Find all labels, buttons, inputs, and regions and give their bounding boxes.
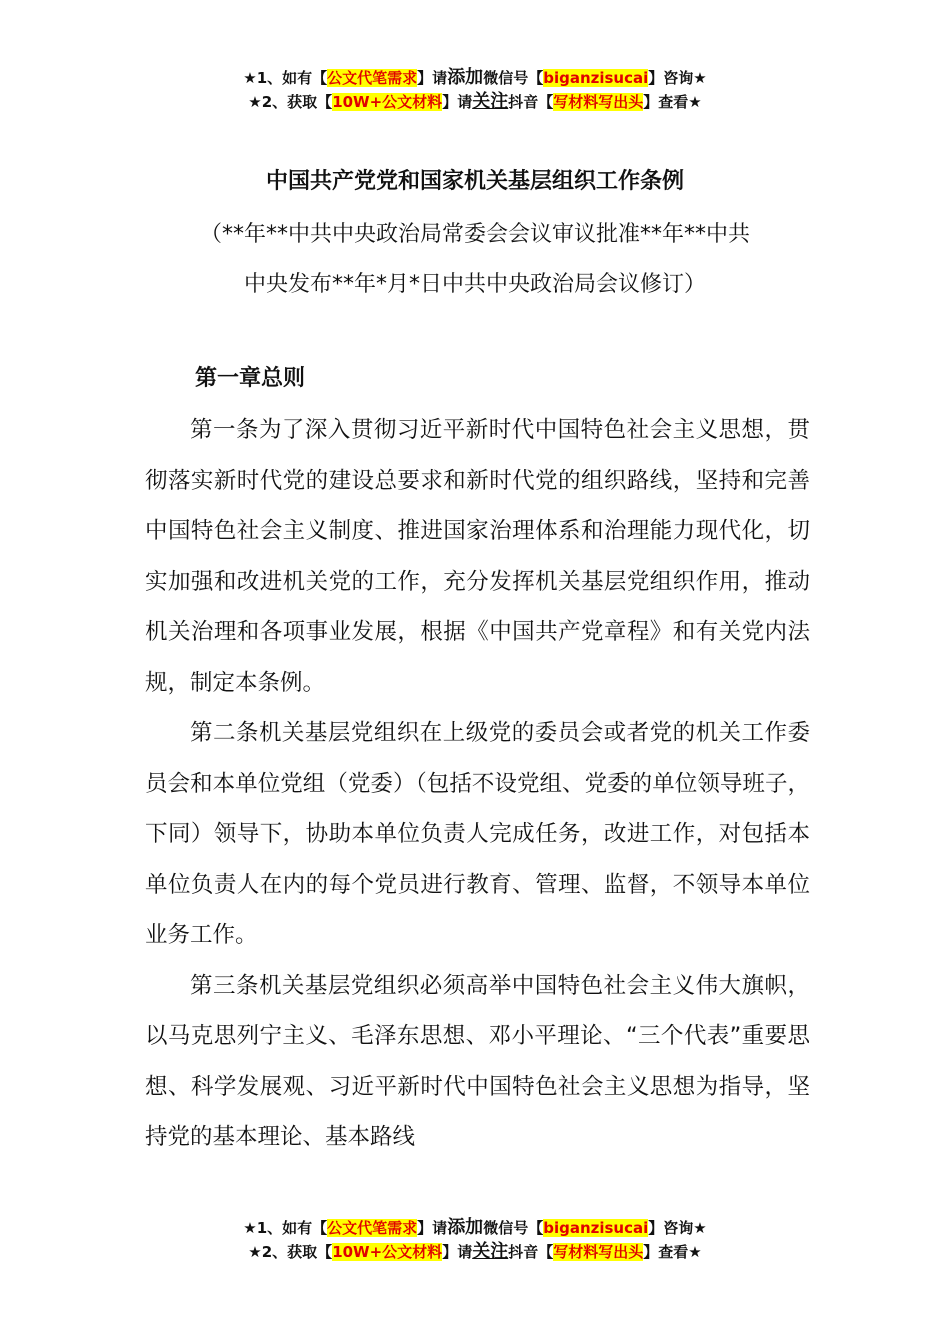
article-3: 第三条机关基层党组织必须高举中国特色社会主义伟大旗帜，以马克思列宁主义、毛泽东思想、邓小平理论、“三个代表”重要思想、科学发展观、习近平新时代中国特色社会主义思想为指导，坚持党的基本理论、基本路线: [145, 972, 810, 1150]
banner-line-2: [0, 90, 950, 114]
banner-emphasis: 关注: [472, 1241, 509, 1262]
banner-text: 微信号【: [483, 1219, 544, 1237]
bottom-banner: [0, 1216, 950, 1264]
banner-text: ★1、如有【: [243, 1219, 328, 1237]
banner-wechat-id: biganzisucai: [543, 69, 649, 87]
banner-line-1: [0, 66, 950, 90]
banner-text: ★2、获取【: [248, 93, 333, 111]
banner-line-2: [0, 1240, 950, 1264]
banner-highlight: 公文代笔需求: [327, 69, 418, 87]
subtitle-line-1: （**年**中共中央政治局常委会会议审议批准**年**中共: [199, 222, 750, 247]
document-body: [145, 405, 810, 1163]
article-2: 第二条机关基层党组织在上级党的委员会或者党的机关工作委员会和本单位党组（党委）（包括不设党组、党委的单位领导班子，下同）领导下，协助本单位负责人完成任务，改进工作，对包括本单位负责人在内的每个党员进行教育、管理、监督，不领导本单位业务工作。: [145, 720, 810, 948]
banner-text: 微信号【: [483, 69, 544, 87]
banner-text: 】咨询★: [648, 69, 707, 87]
banner-emphasis: 添加: [447, 67, 484, 88]
chapter-heading: 第一章总则: [195, 366, 306, 391]
banner-text: ★1、如有【: [243, 69, 328, 87]
banner-emphasis: 添加: [447, 1217, 484, 1238]
banner-text: 】请: [417, 1219, 448, 1237]
banner-text: ★2、获取【: [248, 1243, 333, 1261]
banner-line-1: [0, 1216, 950, 1240]
banner-text: 】查看★: [643, 1243, 702, 1261]
banner-emphasis: 关注: [472, 91, 509, 112]
subtitle-line-2: 中央发布**年*月*日中共中央政治局会议修订）: [243, 272, 706, 297]
banner-text: 抖音【: [508, 93, 554, 111]
banner-text: 抖音【: [508, 1243, 554, 1261]
banner-highlight: 10W+公文材料: [332, 1243, 443, 1261]
banner-text: 】请: [442, 1243, 473, 1261]
banner-douyin-id: 写材料写出头: [553, 93, 644, 111]
banner-wechat-id: biganzisucai: [543, 1219, 649, 1237]
banner-highlight: 公文代笔需求: [327, 1219, 418, 1237]
banner-text: 】咨询★: [648, 1219, 707, 1237]
banner-douyin-id: 写材料写出头: [553, 1243, 644, 1261]
banner-text: 】请: [417, 69, 448, 87]
banner-text: 】查看★: [643, 93, 702, 111]
document-title: 中国共产党党和国家机关基层组织工作条例: [265, 169, 684, 194]
banner-highlight: 10W+公文材料: [332, 93, 443, 111]
banner-text: 】请: [442, 93, 473, 111]
document-subtitle: [155, 210, 795, 310]
top-banner: [0, 66, 950, 114]
article-1: 第一条为了深入贯彻习近平新时代中国特色社会主义思想，贯彻落实新时代党的建设总要求和新时代党的组织路线，坚持和完善中国特色社会主义制度、推进国家治理体系和治理能力现代化，切实加强和改进机关党的工作，充分发挥机关基层党组织作用，推动机关治理和各项事业发展，根据《中国共产党章程》和有关党内法规，制定本条例。: [145, 417, 810, 696]
